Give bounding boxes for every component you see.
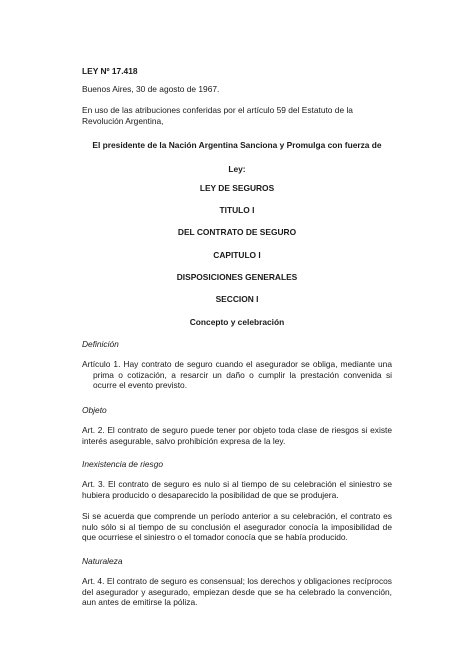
law-title: LEY DE SEGUROS [199, 183, 275, 193]
titulo-heading: TITULO I [219, 205, 255, 215]
article-3: Art. 3. El contrato de seguro es nulo si al tiempo de su celebración el siniestro se hubiera producido o desaparecido la posibilidad de que se produjera. [82, 479, 392, 500]
article-4: Art. 4. El contrato de seguro es consensual; los derechos y obligaciones recíprocos del asegurador y asegurado, empiezan desde que se ha celebrado la convención, aun antes de emitirse la póliza. [82, 576, 392, 608]
capitulo-name: DISPOSICIONES GENERALES [176, 272, 298, 282]
heading-objeto: Objeto [82, 405, 107, 415]
heading-naturaleza: Naturaleza [82, 556, 123, 566]
seccion-name: Concepto y celebración [189, 317, 285, 327]
decree-line-1: El presidente de la Nación Argentina Sanciona y Promulga con fuerza de [92, 140, 382, 150]
article-2: Art. 2. El contrato de seguro puede tener por objeto toda clase de riesgos si existe interés asegurable, salvo prohibición expresa de la ley. [82, 425, 392, 446]
heading-definicion: Definición [82, 339, 119, 349]
decree-line-2: Ley: [228, 164, 246, 174]
place-date: Buenos Aires, 30 de agosto de 1967. [82, 84, 220, 94]
law-number: LEY Nº 17.418 [82, 66, 138, 76]
titulo-name: DEL CONTRATO DE SEGURO [177, 227, 297, 237]
capitulo-heading: CAPITULO I [213, 250, 261, 260]
seccion-heading: SECCION I [215, 294, 259, 304]
article-1: Artículo 1. Hay contrato de seguro cuando el asegurador se obliga, mediante una prima o cotización, a resarcir un daño o cumplir la prestación convenida si ocurre el evento previsto. [82, 359, 392, 391]
article-3-paragraph-2: Si se acuerda que comprende un período anterior a su celebración, el contrato es nulo sólo si al tiempo de su conclusión el asegurador conocía la imposibilidad de que ocurriese el siniestro o el tomador conocía que se había producido. [82, 511, 392, 543]
heading-inexistencia: Inexistencia de riesgo [82, 459, 164, 469]
preamble: En uso de las atribuciones conferidas por el artículo 59 del Estatuto de la Revolución Argentina, [82, 105, 353, 126]
